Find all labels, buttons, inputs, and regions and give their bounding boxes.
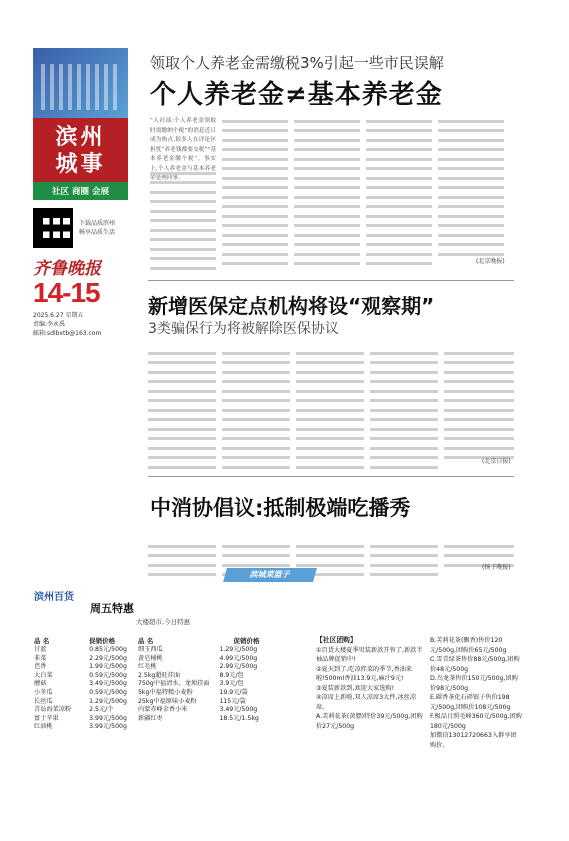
story2-col5 bbox=[444, 345, 514, 458]
product-name: 蘑菇 bbox=[34, 680, 47, 688]
table-header-row bbox=[138, 636, 263, 646]
story1-col5 bbox=[438, 113, 504, 258]
section-title-line2: 城事 bbox=[55, 151, 106, 177]
table-row bbox=[34, 672, 131, 681]
story3-col4 bbox=[370, 538, 438, 571]
product-price: 2.99元/500g bbox=[219, 663, 258, 671]
section-title bbox=[33, 118, 128, 182]
section-subtitle: 社区 商圈 会展 bbox=[33, 182, 128, 200]
table-row bbox=[34, 680, 131, 689]
story3-col2 bbox=[222, 538, 290, 571]
group-buy-item: ②夏天到了,吃凉拌菜的季节,香油来啦!500ml香油13.9元,麻汁9元! bbox=[316, 665, 413, 682]
product-name: 红油桃 bbox=[34, 723, 53, 731]
product-price: 1.29元/500g bbox=[219, 646, 258, 653]
group-buy-item: D.鸟龙茶售价150元/500g,团购价98元/500g bbox=[430, 675, 518, 692]
product-price: 3.49元/500g bbox=[89, 680, 127, 688]
ad-section-tag: 滨城菜篮子 bbox=[223, 568, 317, 582]
table-row bbox=[138, 680, 263, 689]
product-name: 小冬瓜 bbox=[34, 688, 53, 696]
table-row bbox=[138, 663, 263, 672]
table-row bbox=[34, 646, 131, 655]
product-price: 3.49元/500g bbox=[219, 706, 258, 714]
section-title-line1: 滨州 bbox=[55, 124, 106, 150]
table-row bbox=[34, 663, 131, 672]
column-header: 品 名 bbox=[138, 637, 154, 645]
group-buy-item: C.雪青绿茶售价88元/500g,团购价48元/500g bbox=[430, 656, 520, 673]
story2-col4 bbox=[370, 345, 438, 468]
story3-col5 bbox=[444, 538, 514, 562]
story1-col2 bbox=[222, 113, 288, 268]
product-price: 0.85元/500g bbox=[89, 646, 127, 653]
product-price: 1.29元/500g bbox=[89, 697, 127, 705]
product-price: 0.59元/500g bbox=[89, 688, 127, 696]
story1-source: (北京晚报) bbox=[476, 258, 505, 265]
group-buy-title: 【社区团购】 bbox=[316, 636, 357, 644]
table-row bbox=[138, 715, 263, 724]
product-price: 8.9元/包 bbox=[219, 671, 244, 679]
product-name: 红毛桃 bbox=[138, 663, 157, 671]
product-name: 5kg中福特精小麦粉 bbox=[138, 688, 193, 696]
issue-date: 2025.6.27 星期五 bbox=[33, 312, 84, 319]
issue-meta bbox=[33, 311, 128, 338]
ad-subline: 大楼超市,今日特惠 bbox=[136, 618, 191, 626]
product-name: 甘蓝 bbox=[34, 646, 47, 653]
masthead-skyline-graphic bbox=[33, 48, 128, 118]
group-buy-item: 加微信13012720663入群享团购价。 bbox=[430, 732, 517, 749]
product-price: 115元/袋 bbox=[219, 697, 246, 705]
table-row bbox=[34, 706, 131, 715]
product-name: 青岛海菜凉粉 bbox=[34, 706, 72, 714]
newspaper-logo: 齐鲁晚报 bbox=[33, 259, 101, 279]
story3-col1 bbox=[148, 538, 216, 571]
story1-kicker: 领取个人养老金需缴税3%引起一些市民误解 bbox=[150, 54, 444, 72]
product-price: 4.99元/500g bbox=[219, 654, 258, 662]
qr-code-icon[interactable] bbox=[33, 208, 73, 248]
product-name: 新疆红枣 bbox=[138, 714, 163, 722]
story3-source: (扬子晚报) bbox=[482, 564, 511, 571]
group-buy-item: A.芙莉花茶(黄膘)特价39元/500g,团购价27元/500g bbox=[316, 713, 423, 730]
product-name: 细玉西瓜 bbox=[138, 646, 163, 653]
story2-col3 bbox=[296, 345, 364, 468]
story2-col1 bbox=[148, 345, 216, 468]
table-row bbox=[34, 689, 131, 698]
story2-headline: 新增医保定点机构将设“观察期” bbox=[148, 294, 435, 318]
product-name: 芭香 bbox=[34, 663, 47, 671]
table-row bbox=[138, 689, 263, 698]
product-name: 长丝瓜 bbox=[34, 697, 53, 705]
story2-col2 bbox=[222, 345, 290, 468]
product-price: 1.99元/500g bbox=[89, 663, 127, 671]
store-logo: 滨州百货 bbox=[34, 592, 74, 603]
qr-caption: 下载品质滨州 畅享品质生活 bbox=[79, 220, 116, 236]
product-price: 3.9元/包 bbox=[219, 680, 244, 688]
group-buy-item: F.极品日照毛峰360元/500g,团购180元/500g bbox=[430, 713, 522, 730]
product-price: 18.5元/1.5kg bbox=[219, 714, 259, 722]
product-price: 2.29元/500g bbox=[89, 654, 127, 662]
table-row bbox=[138, 706, 263, 715]
story1-lead: “人社部:个人养老金领取时需缴纳个税”的消息近日成为热点,很多人在评论区担忧“养老钱都要交税”“基本养老金缴个税”。事实上,个人养老金与基本养老金是两回事。 bbox=[150, 118, 216, 181]
page-number: 14-15 bbox=[33, 277, 100, 308]
product-price: 19.9元/袋 bbox=[219, 688, 248, 696]
masthead bbox=[33, 48, 128, 337]
product-price: 0.59元/500g bbox=[89, 671, 127, 679]
table-row bbox=[138, 655, 263, 664]
product-name: 内蒙赤峰金香小米 bbox=[138, 706, 188, 714]
product-price: 2.5元/个 bbox=[89, 706, 114, 714]
story1-col1 bbox=[150, 165, 216, 265]
product-price: 3.99元/500g bbox=[89, 723, 127, 731]
issue-email: 邮箱:sdlbxtb@163.com bbox=[33, 330, 102, 337]
table-row bbox=[34, 723, 131, 732]
product-name: 750g中福清水、龙须挂面 bbox=[138, 680, 210, 688]
price-table-right bbox=[138, 636, 263, 723]
group-buy-item: B.芙莉花茶(飘香)售价120元/500g,团购价65元/500g bbox=[430, 637, 507, 654]
table-row bbox=[34, 655, 131, 664]
product-name: 2.5kg超旺挂面 bbox=[138, 671, 181, 679]
group-buy-item: ①百货大楼夏季男装新款开售了,新款半袖品牌促销中! bbox=[316, 646, 423, 663]
issue-editor: 责编:李永禹 bbox=[33, 321, 66, 328]
group-buy-item: ④凉席上新啦,双人凉席3大件,冰丝凉席。 bbox=[316, 694, 417, 711]
table-row bbox=[138, 698, 263, 707]
story1-col3 bbox=[294, 113, 360, 268]
story2-source: (北京日报) bbox=[482, 458, 511, 465]
product-name: 韭菜 bbox=[34, 654, 47, 662]
story3-headline: 中消协倡议:抵制极端吃播秀 bbox=[150, 496, 411, 520]
story1-col4 bbox=[366, 113, 432, 268]
price-table-left bbox=[34, 636, 131, 732]
group-buy-item: E.碳香茶化石碎银子售价198元/500g,团购价108元/500g bbox=[430, 694, 511, 711]
column-header: 促销价格 bbox=[89, 637, 116, 645]
story3-col3 bbox=[296, 538, 364, 571]
divider bbox=[148, 280, 514, 281]
product-name: 大白菜 bbox=[34, 671, 53, 679]
product-price: 3.99元/500g bbox=[89, 714, 127, 722]
table-row bbox=[34, 698, 131, 707]
column-header: 促销价格 bbox=[233, 637, 260, 645]
story2-subhead: 3类骗保行为将被解除医保协议 bbox=[148, 321, 339, 337]
group-buy-left bbox=[316, 636, 426, 731]
product-name: 黄皂桶桃 bbox=[138, 654, 163, 662]
column-header: 品 名 bbox=[34, 637, 50, 645]
group-buy-item: ③夏装新款到,欢迎大家选购! bbox=[316, 684, 395, 692]
product-name: 富士苹果 bbox=[34, 714, 59, 722]
divider bbox=[148, 476, 514, 477]
table-header-row bbox=[34, 636, 131, 646]
table-row bbox=[138, 646, 263, 655]
ad-title: 周五特惠 bbox=[90, 602, 134, 615]
product-name: 25kg中福原味小麦粉 bbox=[138, 697, 197, 705]
group-buy-right bbox=[430, 636, 522, 750]
story1-headline: 个人养老金≠基本养老金 bbox=[150, 80, 443, 110]
